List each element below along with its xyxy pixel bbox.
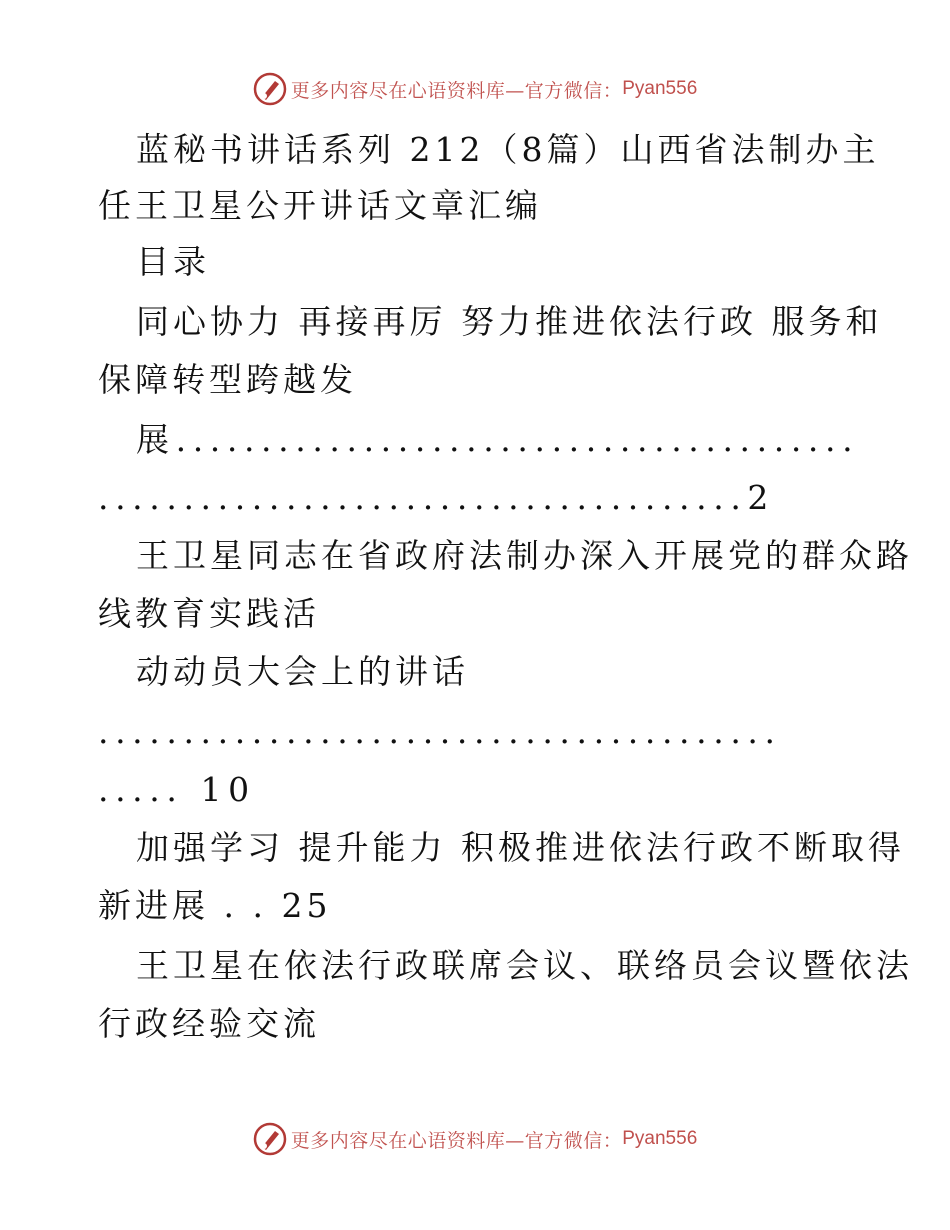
document-title-line-1: 蓝秘书讲话系列 212（8篇）山西省法制办主 — [136, 130, 880, 169]
banner-text: 更多内容尽在心语资料库—官方微信： — [290, 79, 623, 102]
toc-entry-1-line-2[interactable]: 保障转型跨越发 — [98, 360, 357, 399]
toc-entry-1-line-1[interactable]: 同心协力 再接再厉 努力推进依法行政 服务和 — [136, 302, 883, 341]
toc-entry-2-line-5[interactable]: ..... 10 — [98, 770, 256, 809]
toc-entry-2-line-2[interactable]: 线教育实践活 — [98, 594, 320, 633]
toc-entry-4-line-2[interactable]: 行政经验交流 — [98, 1004, 320, 1043]
header-banner — [0, 72, 950, 106]
footer-banner — [0, 1122, 950, 1156]
toc-entry-3-line-1[interactable]: 加强学习 提升能力 积极推进依法行政不断取得 — [136, 828, 905, 867]
toc-entry-2-line-3[interactable]: 动动员大会上的讲话 — [136, 652, 469, 691]
toc-heading: 目录 — [136, 242, 210, 281]
banner-wechat-id: Pyan556 — [622, 78, 698, 99]
toc-entry-3-line-2[interactable]: 新进展 . . 25 — [98, 886, 332, 925]
toc-entry-1-line-3[interactable]: 展........................................ — [136, 420, 860, 459]
banner-wechat-id: Pyan556 — [622, 1128, 698, 1149]
banner-text: 更多内容尽在心语资料库—官方微信： — [290, 1129, 623, 1152]
toc-entry-4-line-1[interactable]: 王卫星在依法行政联席会议、联络员会议暨依法 — [136, 946, 913, 985]
toc-entry-2-line-1[interactable]: 王卫星同志在省政府法制办深入开展党的群众路 — [136, 536, 913, 575]
toc-entry-2-line-4[interactable]: ........................................ — [98, 712, 782, 751]
toc-entry-1-line-4[interactable]: ......................................2 — [98, 478, 776, 517]
pen-logo-icon — [253, 72, 287, 106]
document-title-line-2: 任王卫星公开讲话文章汇编 — [98, 186, 542, 225]
pen-logo-icon — [253, 1122, 287, 1156]
